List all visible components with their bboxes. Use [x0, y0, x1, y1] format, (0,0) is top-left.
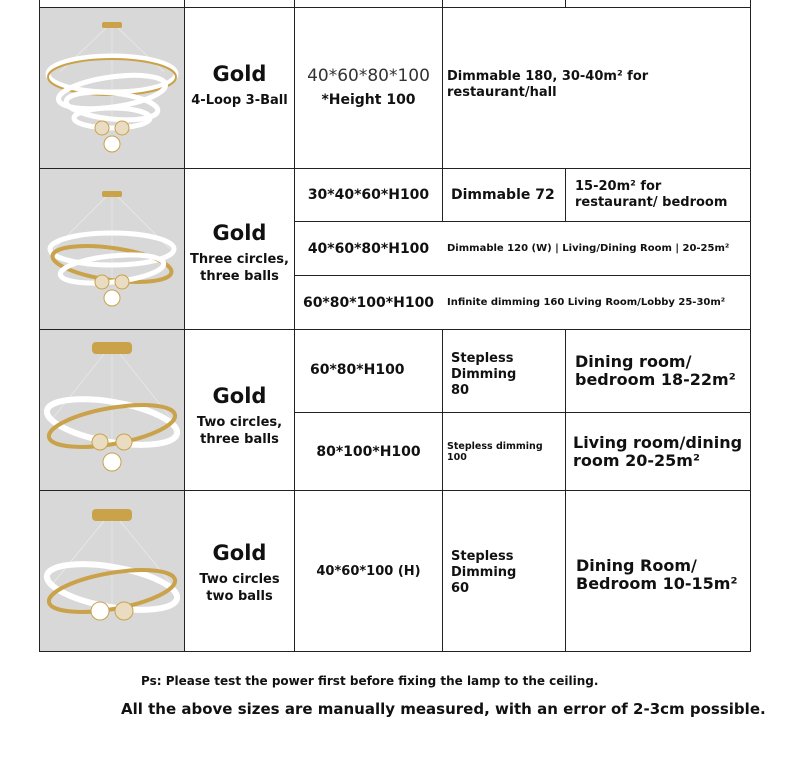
- area-text: Dining room/ bedroom 18-22m²: [575, 352, 736, 389]
- color-label: Gold: [212, 540, 267, 565]
- grid-line: [750, 0, 751, 652]
- row-4-size-cell: [295, 491, 442, 651]
- grid-line: [442, 0, 443, 168]
- size-value: 40*60*80*100: [307, 66, 430, 86]
- size-value: 40*60*100 (H): [316, 563, 421, 579]
- grid-line: [39, 651, 751, 652]
- grid-line: [442, 329, 443, 651]
- model-desc: 4-Loop 3-Ball: [191, 92, 288, 108]
- row-2c-power-cell: [447, 276, 749, 329]
- power-area-text: Dimmable 120 (W) | Living/Dining Room | 20-25m²: [447, 243, 730, 254]
- power-text: Stepless Dimming 60: [451, 548, 517, 596]
- row-1-power-cell: [447, 70, 747, 100]
- size-value: 40*60*80*H100: [307, 240, 430, 257]
- chandelier-2-ring-2-ball-image: [40, 491, 184, 651]
- power-text: Stepless Dimming 80: [451, 351, 517, 398]
- chandelier-4-ring-image: [40, 8, 184, 168]
- row-3a-size-cell: [310, 330, 442, 410]
- row-2a-area-cell: [575, 169, 747, 221]
- row-1-size-cell: [295, 55, 442, 119]
- row-2b-size-cell: [295, 222, 442, 275]
- row-4-area-cell: [576, 540, 748, 610]
- area-text: Living room/dining room 20-25m²: [573, 432, 743, 470]
- row-4-model-cell: [185, 535, 294, 610]
- model-desc: Three circles,: [190, 251, 289, 267]
- area-text: 15-20m² for restaurant/ bedroom: [575, 179, 728, 210]
- row-2a-size-cell: [295, 169, 442, 221]
- row-2-model-cell: [185, 215, 294, 290]
- grid-line: [565, 329, 566, 651]
- power-area-text: Infinite dimming 160 Living Room/Lobby 25-30m²: [447, 297, 726, 308]
- power-area-text: Dimmable 180, 30-40m² for restaurant/hall: [447, 69, 649, 100]
- color-label: Gold: [212, 383, 267, 408]
- grid-line: [565, 0, 566, 8]
- color-label: Gold: [212, 220, 267, 245]
- row-2c-size-cell: [295, 276, 442, 329]
- row-3a-power-cell: [451, 345, 531, 405]
- row-3b-area-cell: [573, 413, 749, 490]
- model-desc: Two circles,: [196, 414, 283, 430]
- area-text: Dining Room/ Bedroom 10-15m²: [576, 556, 738, 593]
- model-desc: two balls: [206, 588, 273, 604]
- color-label: Gold: [212, 61, 267, 86]
- row-2b-power-cell: [447, 222, 749, 275]
- power-text: Dimmable 72: [451, 187, 555, 203]
- size-note: *Height 100: [321, 92, 416, 108]
- row-1-model-cell: [185, 50, 294, 120]
- row-4-power-cell: [451, 545, 531, 600]
- measurement-disclaimer: All the above sizes are manually measured, with an error of 2-3cm possible.: [121, 700, 766, 718]
- power-text: Stepless dimming 100: [447, 440, 543, 463]
- grid-line: [442, 168, 443, 222]
- power-test-note: Ps: Please test the power first before fixing the lamp to the ceiling.: [141, 674, 599, 688]
- model-desc: three balls: [200, 431, 279, 447]
- grid-line: [565, 168, 566, 222]
- size-value: 80*100*H100: [316, 443, 421, 460]
- row-3a-area-cell: [575, 330, 747, 412]
- size-value: 60*80*H100: [310, 362, 405, 378]
- grid-line: [39, 0, 40, 652]
- row-3-model-cell: [185, 378, 294, 453]
- row-3b-power-cell: [447, 413, 565, 490]
- model-desc: Two circles: [199, 571, 280, 587]
- chandelier-2-ring-3-ball-image: [40, 330, 184, 490]
- row-3b-size-cell: [295, 413, 442, 490]
- grid-line: [39, 7, 751, 8]
- size-value: 60*80*100*H100: [302, 294, 435, 311]
- model-desc: three balls: [200, 268, 279, 284]
- row-2a-power-cell: [451, 169, 565, 221]
- chandelier-3-ring-image: [40, 169, 184, 329]
- size-value: 30*40*60*H100: [307, 187, 430, 203]
